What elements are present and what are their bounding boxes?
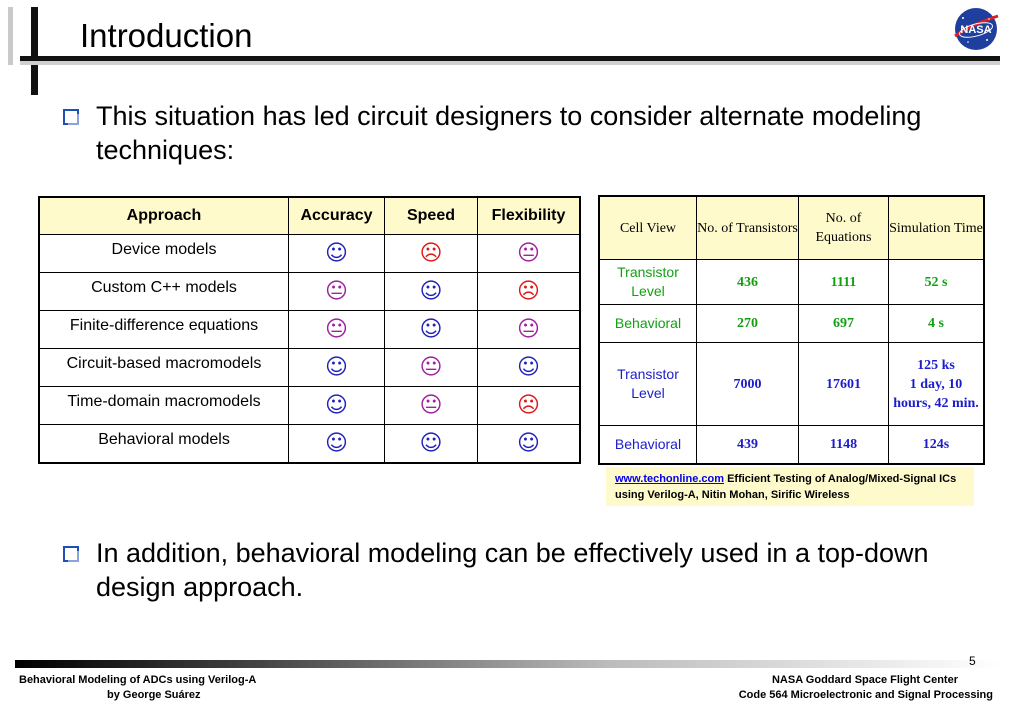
equation-count: 17601 — [799, 343, 889, 426]
table-row — [599, 260, 984, 305]
rating-cell — [478, 273, 581, 311]
bullet-item — [63, 536, 953, 604]
source-link[interactable]: www.techonline.com — [615, 473, 724, 485]
happy-face-icon: ☺ — [517, 354, 540, 380]
happy-face-icon: ☺ — [325, 240, 348, 266]
rating-cell — [385, 425, 478, 464]
sad-face-icon: ☹ — [517, 392, 540, 418]
rating-cell — [289, 425, 385, 464]
checkbox-bullet-icon — [63, 546, 79, 562]
bullet-text: In addition, behavioral modeling can be effectively used in a top-down design approach. — [96, 538, 929, 602]
approach-name: Device models — [39, 235, 289, 273]
transistor-count: 270 — [697, 305, 799, 343]
table-row — [39, 311, 580, 349]
cell-view: Behavioral — [599, 305, 697, 343]
simulation-time — [889, 426, 985, 465]
header-horizontal-bar — [20, 56, 1000, 65]
footer-department: Code 564 Microelectronic and Signal Processing — [738, 689, 993, 701]
cell-view: Transistor Level — [599, 343, 697, 426]
happy-face-icon: ☺ — [419, 278, 443, 304]
bullet-item — [63, 99, 953, 167]
simulation-time-line: 125 ks — [917, 357, 955, 373]
column-header: Flexibility — [478, 197, 581, 235]
simulation-results-table — [598, 195, 985, 465]
column-header: Cell View — [599, 196, 697, 260]
transistor-count: 439 — [697, 426, 799, 465]
table-row — [599, 305, 984, 343]
rating-cell — [385, 311, 478, 349]
transistor-count: 436 — [697, 260, 799, 305]
happy-face-icon: ☺ — [325, 392, 348, 418]
neutral-face-icon: 😐 — [517, 240, 540, 266]
simulation-time-line: 52 s — [924, 274, 948, 290]
simulation-time — [889, 260, 985, 305]
footer-presentation-title: Behavioral Modeling of ADCs using Verilog-A — [19, 674, 257, 686]
neutral-face-icon: 😐 — [325, 278, 348, 304]
svg-text:NASA: NASA — [960, 24, 992, 36]
table-row — [39, 387, 580, 425]
table-row — [599, 426, 984, 465]
equation-count: 1148 — [799, 426, 889, 465]
neutral-face-icon: 😐 — [419, 354, 443, 380]
happy-face-icon: ☺ — [419, 430, 443, 456]
column-header: Speed — [385, 197, 478, 235]
column-header: No. of Transistors — [697, 196, 799, 260]
table-row — [39, 349, 580, 387]
cell-view: Transistor Level — [599, 260, 697, 305]
nasa-logo-icon — [951, 6, 1001, 52]
approach-name: Circuit-based macromodels — [39, 349, 289, 387]
rating-cell — [289, 349, 385, 387]
rating-cell — [289, 235, 385, 273]
rating-cell — [289, 273, 385, 311]
slide-title: Introduction — [80, 17, 253, 54]
page-number: 5 — [969, 654, 976, 668]
column-header: No. of Equations — [799, 196, 889, 260]
rating-cell — [289, 387, 385, 425]
footer-gradient-bar — [15, 660, 1000, 668]
simulation-time — [889, 343, 985, 426]
simulation-time — [889, 305, 985, 343]
citation-box — [606, 467, 974, 506]
cell-view: Behavioral — [599, 426, 697, 465]
header-vertical-bar — [31, 7, 38, 95]
header-accent-bar — [8, 7, 13, 65]
happy-face-icon: ☺ — [419, 316, 443, 342]
rating-cell — [289, 311, 385, 349]
checkbox-bullet-icon — [63, 109, 79, 125]
footer-organization: NASA Goddard Space Flight Center — [771, 674, 958, 686]
approach-name: Time-domain macromodels — [39, 387, 289, 425]
rating-cell — [478, 311, 581, 349]
table-row — [39, 235, 580, 273]
approach-name: Finite-difference equations — [39, 311, 289, 349]
rating-cell — [385, 235, 478, 273]
rating-cell — [478, 349, 581, 387]
approach-name: Behavioral models — [39, 425, 289, 464]
neutral-face-icon: 😐 — [517, 316, 540, 342]
happy-face-icon: ☺ — [325, 354, 348, 380]
neutral-face-icon: 😐 — [419, 392, 443, 418]
simulation-time-line: 1 day, 10 hours, 42 min. — [893, 376, 979, 411]
table-row — [39, 273, 580, 311]
rating-cell — [385, 273, 478, 311]
equation-count: 1111 — [799, 260, 889, 305]
happy-face-icon: ☺ — [325, 430, 348, 456]
rating-cell — [478, 425, 581, 464]
citation-text: Efficient Testing of Analog/Mixed-Signal ICs using Verilog-A, Nitin Mohan, Sirific Wireless — [615, 473, 957, 501]
column-header: Accuracy — [289, 197, 385, 235]
equation-count: 697 — [799, 305, 889, 343]
transistor-count: 7000 — [697, 343, 799, 426]
column-header: Simulation Time — [889, 196, 985, 260]
rating-cell — [385, 387, 478, 425]
bullet-text: This situation has led circuit designers to consider alternate modeling techniques: — [96, 101, 922, 165]
rating-cell — [478, 387, 581, 425]
rating-cell — [385, 349, 478, 387]
approach-name: Custom C++ models — [39, 273, 289, 311]
neutral-face-icon: 😐 — [325, 316, 348, 342]
column-header: Approach — [39, 197, 289, 235]
footer-author: by George Suárez — [107, 689, 201, 701]
sad-face-icon: ☹ — [517, 278, 540, 304]
happy-face-icon: ☺ — [517, 430, 540, 456]
table-row — [39, 425, 580, 464]
approach-comparison-table — [38, 196, 581, 464]
table-row — [599, 343, 984, 426]
simulation-time-line: 124s — [922, 437, 950, 452]
rating-cell — [478, 235, 581, 273]
simulation-time-line: 4 s — [928, 316, 944, 331]
sad-face-icon: ☹ — [419, 240, 443, 266]
